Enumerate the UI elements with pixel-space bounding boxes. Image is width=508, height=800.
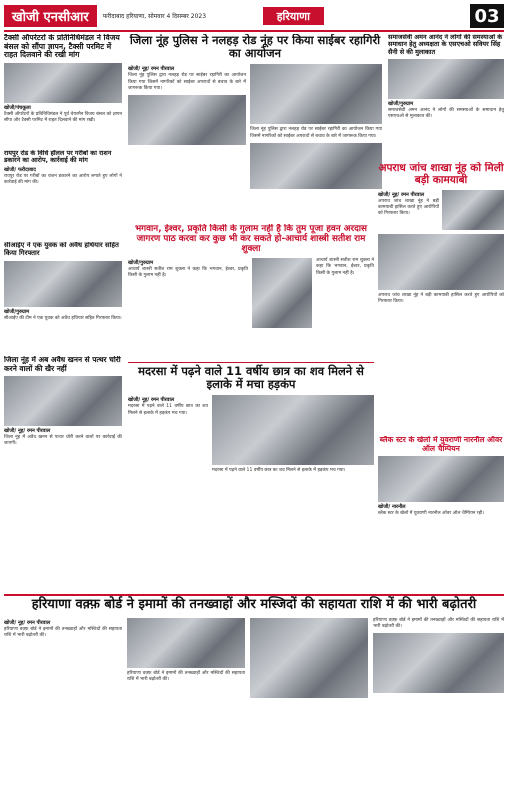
story-aman-anand [388, 34, 504, 160]
story-photo [378, 456, 504, 502]
story-headline: हरियाणा वक़्फ़ बोर्ड ने इमामों की तनख्वाहों और मस्जिदों की सहायता राशि में की भारी बढ़ोतरी [31, 597, 477, 612]
story-byline: खोजी/गुरुग्राम [4, 308, 30, 315]
story-photo-2 [250, 618, 368, 698]
story-body: मदरसा में पढ़ने वाले 11 वर्षीय छात्र का शव मिलने से इलाके में हड़कंप मच गया। [128, 404, 208, 416]
story-madrasa [128, 362, 374, 590]
story-headline: रायपुर रोड के विधि हॉलल पर गरीबों का राशन डकारने का आरोप, कार्रवाई की मांग [4, 150, 112, 165]
story-body: समाजसेवी अमन आनंद ने लोगों की समस्याओं के समाधान हेतु एसएचओ से मुलाकात की। [388, 108, 504, 120]
story-photo [127, 618, 245, 668]
story-photo-2 [250, 64, 382, 124]
story-photo [252, 258, 312, 328]
story-cyber-rahagiri [128, 34, 382, 220]
story-photo [4, 261, 122, 307]
story-raipur-road [4, 150, 122, 240]
story-headline: अपराध जांच शाखा नूंह को मिली बड़ी कामयाबी [378, 162, 504, 187]
story-headline: भगवान, ईश्वर, प्रकृति किसी के गुलाम नहीं है कि तुम पूजा हवन अरदास जागरण पाठ करवा कर कुछ भी कर सकते हो-आचार्य शास्त्री सतीश राम शुक्ला [135, 224, 367, 255]
section-title: हरियाणा [263, 7, 324, 25]
story-black-star [378, 436, 504, 590]
story-crime-branch [378, 162, 504, 432]
story-body-2: आचार्य शास्त्री सतीश राम शुक्ला ने कहा कि भगवान, ईश्वर, प्रकृति किसी के गुलाम नहीं है। [316, 258, 374, 276]
story-acharya-shukla [128, 224, 374, 358]
story-waqf-board [4, 594, 504, 796]
story-illegal-mining [4, 356, 122, 590]
story-headline: मदरसा में पढ़ने वाले 11 वर्षीय छात्र का शव मिलने से इलाके में मचा हड़कंप [138, 364, 364, 392]
story-photo [212, 395, 374, 465]
story-byline: खोजी/ नूह/ रमन पीरवाल [4, 428, 51, 435]
story-body: जिला नूंह पुलिस द्वारा नलहड़ रोड पर साईबर रहागिरी का आयोजन किया गया जिसमें नागरिकों को साईबर अपराधों से बचाव के बारे में जागरूक किया गया। [128, 73, 246, 91]
story-body: रायपुर रोड पर गरीबों का राशन डकारने का आरोप लगाते हुए लोगों ने कार्रवाई की मांग की। [4, 173, 122, 185]
story-headline: समाजसेवी अमन आनंद ने लोगों की समस्याओं के समाधान हेतु अध्यक्षता के एसएचओ सवियर सिंह सैनी से की मुलाकात [388, 34, 503, 56]
page-number: 03 [470, 4, 504, 28]
story-photo [388, 59, 504, 99]
story-byline: खोजी/गुरुग्राम [128, 260, 154, 267]
story-headline: सीआईए ने एक युवक को अवैध हथियार सहित किया गिरफ्तार [4, 242, 119, 257]
story-body-2: अपराध जांच शाखा नूंह ने बड़ी कामयाबी हासिल करते हुए आरोपियों को गिरफ्तार किया। [378, 293, 504, 305]
story-headline: टैक्सी ऑपरेटरों के प्रतिनिधिमंडल ने विजय बंसल को सौंपा ज्ञापन, टैक्सी परमिट में राहत दिलवाने की रखी मांग [4, 34, 120, 60]
story-body: आचार्य शास्त्री सतीश राम शुक्ला ने कहा कि भगवान, ईश्वर, प्रकृति किसी के गुलाम नहीं है। [128, 267, 248, 279]
story-body: जिला नूंह में अवैध खनन से पत्थर चोरी करने वालों पर कार्रवाई की जाएगी। [4, 435, 122, 447]
masthead-rule [4, 30, 504, 32]
story-body: सीआईए की टीम ने एक युवक को अवैध हथियार सहित गिरफ्तार किया। [4, 315, 122, 321]
story-photo-3 [373, 633, 504, 693]
story-body-2: हरियाणा वक़्फ़ बोर्ड ने इमामों की तनख्वाहों और मस्जिदों की सहायता राशि में भारी बढ़ोतरी की। [127, 670, 245, 683]
story-photo [442, 190, 504, 230]
story-headline: ब्लैक स्टर के खेलों में युवराणी नारनौल ऑवर ऑल चैम्पियन [379, 436, 503, 453]
story-body: हरियाणा वक़्फ़ बोर्ड ने इमामों की तनख्वाहों और मस्जिदों की सहायता राशि में भारी बढ़ोतरी की। [4, 626, 122, 639]
story-body-2: मदरसा में पढ़ने वाले 11 वर्षीय छात्र का शव मिलने से इलाके में हड़कंप मच गया। [212, 468, 346, 474]
story-body-3: हरियाणा वक़्फ़ बोर्ड ने इमामों की तनख्वाहों और मस्जिदों की सहायता राशि में भारी बढ़ोतरी की। [373, 617, 504, 630]
story-photo [128, 95, 246, 145]
story-photo-2 [378, 234, 504, 290]
story-body-2: जिला नूंह पुलिस द्वारा नलहड़ रोड पर साईबर रहागिरी का आयोजन किया गया जिसमें नागरिकों को साईबर अपराधों से बचाव के बारे में जागरूक किया गया। [250, 127, 382, 139]
story-photo [4, 376, 122, 426]
story-byline: खोजी/गुरुग्राम [388, 101, 414, 108]
story-headline: जिला नूंह में अब अवैध खनन से पत्थर चोरी करने वालों की खैर नहीं [4, 356, 121, 373]
story-byline: खोजी/ नारनौल [378, 504, 406, 511]
story-headline: जिला नूंह पुलिस ने नलहड़ रोड नूंह पर किया साईबर रहागिरी का आयोजन [129, 34, 381, 61]
story-body: अपराध जांच शाखा नूंह ने बड़ी कामयाबी हासिल करते हुए आरोपियों को गिरफ्तार किया। [378, 199, 439, 217]
story-byline: खोजी/ नूह/ रमन पीरवाल [128, 397, 175, 404]
story-byline: खोजी/ नूह/ रमन पीरवाल [4, 619, 51, 626]
story-byline: खोजी/पंचकूला [4, 105, 31, 112]
story-taxi [4, 34, 122, 148]
story-byline: खोजी/ नूह/ रमन पीरवाल [378, 192, 425, 199]
story-byline: खोजी/ फरीदाबाद [4, 166, 36, 173]
story-body: ब्लैक स्टर के खेलों में युवराणी नारनौल ऑवर ऑल चैम्पियन रही। [378, 511, 485, 517]
story-photo [4, 63, 122, 103]
masthead-bar [4, 4, 504, 28]
story-body: टैक्सी ऑपरेटरों के प्रतिनिधिमंडल ने पूर्व चेयरमैन विजय बंसल को ज्ञापन सौंपा और टैक्सी परमिट में राहत दिलवाने की मांग रखी। [4, 112, 122, 124]
paper-name: खोजी एनसीआर [4, 5, 97, 27]
story-cia-arrest [4, 242, 122, 352]
story-byline: खोजी/ नूह/ रमन पीरवाल [128, 66, 175, 73]
story-photo-3 [250, 143, 382, 189]
dateline: फरीदाबाद हरियाणा, सोमवार 4 दिसम्बर 2023 [102, 12, 207, 20]
